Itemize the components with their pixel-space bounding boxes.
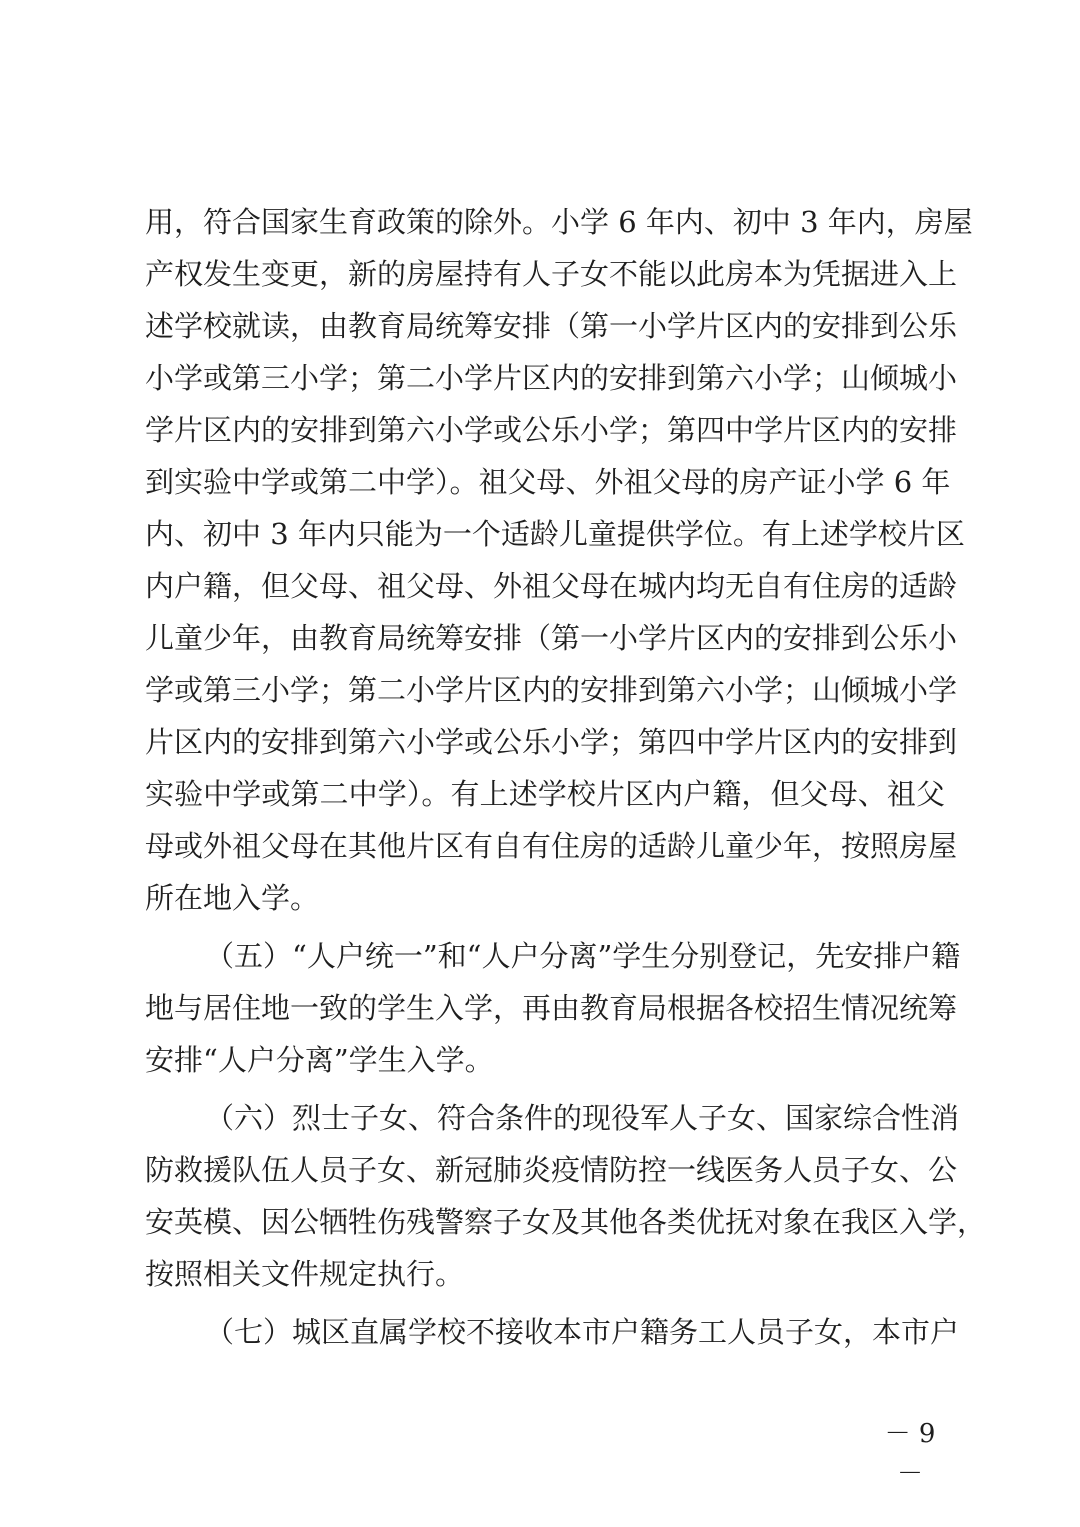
text-line: 产权发生变更，新的房屋持有人子女不能以此房本为凭据进入上 [145,257,958,291]
text-line: 片区内的安排到第六小学或公乐小学；第四中学片区内的安排到 [145,725,958,759]
text-line: 所在地入学。 [145,881,320,915]
text-line: 内户籍，但父母、祖父母、外祖父母在城内均无自有住房的适龄 [145,569,958,603]
text-line: 安排“人户分离”学生入学。 [145,1043,494,1077]
paragraph-item-6 [145,1092,987,1300]
text-line: （五）“人户统一”和“人户分离”学生分别登记，先安排户籍 [205,939,961,973]
text-line: 儿童少年，由教育局统筹安排（第一小学片区内的安排到公乐小 [145,621,958,655]
body-text [145,196,987,1358]
text-line: 述学校就读，由教育局统筹安排（第一小学片区内的安排到公乐 [145,309,958,343]
text-line: （七）城区直属学校不接收本市户籍务工人员子女，本市户 [205,1315,960,1349]
paragraph-continued [145,196,973,924]
text-line: 学片区内的安排到第六小学或公乐小学；第四中学片区内的安排 [145,413,958,447]
text-line: （六）烈士子女、符合条件的现役军人子女、国家综合性消 [205,1101,960,1135]
paragraph-item-7 [145,1306,960,1358]
text-line: 实验中学或第二中学）。有上述学校片区内户籍，但父母、祖父 [145,777,945,811]
paragraph-item-5 [145,930,961,1086]
text-line: 按照相关文件规定执行。 [145,1257,465,1291]
text-line: 用，符合国家生育政策的除外。小学 6 年内、初中 3 年内，房屋 [145,205,973,239]
text-line: 母或外祖父母在其他片区有自有住房的适龄儿童少年，按照房屋 [145,829,958,863]
page-number: － 9 － [884,1419,936,1489]
text-line: 学或第三小学；第二小学片区内的安排到第六小学；山倾城小学 [145,673,958,707]
text-line: 防救援队伍人员子女、新冠肺炎疫情防控一线医务人员子女、公 [145,1153,958,1187]
text-line: 地与居住地一致的学生入学，再由教育局根据各校招生情况统筹 [145,991,958,1025]
text-line: 安英模、因公牺牲伤残警察子女及其他各类优抚对象在我区入学， [145,1205,987,1239]
text-line: 小学或第三小学；第二小学片区内的安排到第六小学；山倾城小 [145,361,958,395]
text-line: 内、初中 3 年内只能为一个适龄儿童提供学位。有上述学校片区 [145,517,965,551]
text-line: 到实验中学或第二中学）。祖父母、外祖父母的房产证小学 6 年 [145,465,951,499]
